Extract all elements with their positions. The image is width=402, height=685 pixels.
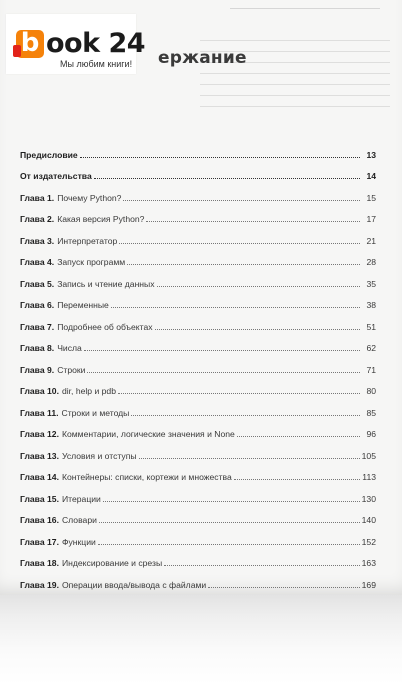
toc-title: Функции [61,536,96,547]
toc-page-number: 21 [366,235,376,246]
toc-chapter-label: Глава 8. [20,343,55,353]
toc-entry [20,439,376,461]
toc-page-number: 113 [362,472,376,482]
toc-chapter-label: Глава 4. [20,257,55,267]
toc-title: Подробнее об объектах [57,321,153,332]
toc-chapter-label: Глава 1. [20,192,55,203]
toc-page-number: 51 [366,321,376,332]
toc-entry [20,203,376,225]
toc-chapter-label: Глава 5. [20,278,55,289]
toc-dot-leader [164,565,360,566]
toc-title: Индексирование и срезы [61,558,163,568]
running-head-rule [230,8,380,9]
toc-title: От издательства [20,171,92,181]
toc-title: dir, help и pdb [61,386,116,396]
toc-chapter-label: Глава 15. [20,493,59,504]
toc-entry [20,525,376,547]
toc-page-number: 85 [366,407,376,418]
toc-title: Запуск программ [57,257,126,267]
toc-page-number: 169 [361,579,376,590]
page-edge-shadow [0,595,402,685]
toc-dot-leader [237,436,360,437]
toc-page-number: 38 [366,300,376,310]
toc-chapter-label: Глава 14. [20,472,59,482]
toc-dot-leader [80,157,360,158]
toc-page-number: 130 [361,493,376,504]
toc-chapter-label: Глава 12. [20,429,59,439]
logo-tagline: Мы любим книги! [60,59,133,69]
toc-page-number: 105 [361,450,376,461]
toc-chapter-label: Глава 17. [20,536,59,547]
toc-entry [20,246,376,268]
toc-entry [20,461,376,483]
book24-logo [6,14,146,74]
toc-title: Словари [61,515,97,525]
toc-page-number: 163 [361,558,376,568]
logo-wordmark: ook 24 [46,28,146,59]
toc-chapter-label: Глава 19. [20,579,59,590]
toc-dot-leader [123,200,360,201]
toc-page-number: 14 [366,171,376,181]
toc-title: Какая версия Python? [57,214,145,224]
toc-chapter-label: Глава 11. [20,407,59,418]
toc-dot-leader [111,307,360,308]
toc-dot-leader [146,221,360,222]
toc-dot-leader [99,522,360,523]
toc-dot-leader [139,458,360,459]
toc-dot-leader [131,415,360,416]
toc-dot-leader [155,329,360,330]
toc-dot-leader [119,243,360,244]
toc-page-number: 152 [361,536,376,547]
toc-entry [20,332,376,354]
toc-entry [20,568,376,590]
toc-dot-leader [98,544,360,545]
toc-entry [20,375,376,397]
toc-title: Условия и отступы [61,450,137,461]
toc-chapter-label: Глава 9. [20,364,55,375]
toc-chapter-label: Глава 10. [20,386,59,396]
toc-dot-leader [127,264,360,265]
page-title: ержание [158,48,247,68]
toc-page-number: 15 [366,192,376,203]
toc-dot-leader [84,350,360,351]
toc-title: Комментарии, логические значения и None [61,429,235,439]
toc-page-number: 17 [366,214,376,224]
toc-entry [20,289,376,311]
toc-entry [20,181,376,203]
table-of-contents [20,138,376,590]
toc-dot-leader [94,178,360,179]
toc-entry [20,353,376,375]
toc-page-number: 96 [366,429,376,439]
toc-entry [20,482,376,504]
toc-chapter-label: Глава 2. [20,214,55,224]
toc-entry [20,267,376,289]
toc-page-number: 71 [366,364,376,375]
toc-title: Переменные [57,300,109,310]
toc-title: Строки [57,364,86,375]
toc-title: Контейнеры: списки, кортежи и множества [61,472,232,482]
toc-title: Предисловие [20,149,78,160]
toc-title: Числа [57,343,82,353]
toc-chapter-label: Глава 6. [20,300,55,310]
toc-page-number: 80 [366,386,376,396]
toc-page-number: 140 [361,515,376,525]
toc-title: Запись и чтение данных [57,278,155,289]
toc-page-number: 13 [366,149,376,160]
toc-dot-leader [87,372,360,373]
toc-entry [20,310,376,332]
toc-chapter-label: Глава 3. [20,235,55,246]
logo-b-mark: b [16,30,44,58]
toc-page-number: 62 [366,343,376,353]
toc-chapter-label: Глава 7. [20,321,55,332]
toc-title: Почему Python? [57,192,122,203]
toc-entry [20,138,376,160]
toc-dot-leader [118,393,360,394]
toc-page-number: 28 [366,257,376,267]
toc-entry [20,396,376,418]
toc-dot-leader [208,587,359,588]
toc-dot-leader [157,286,360,287]
toc-title: Строки и методы [61,407,130,418]
toc-chapter-label: Глава 18. [20,558,59,568]
toc-entry [20,160,376,182]
toc-entry [20,547,376,569]
toc-title: Интерпретатор [57,235,118,246]
toc-entry [20,418,376,440]
toc-dot-leader [234,479,360,480]
toc-entry [20,224,376,246]
toc-entry [20,504,376,526]
toc-chapter-label: Глава 16. [20,515,59,525]
toc-title: Итерации [61,493,101,504]
toc-dot-leader [103,501,360,502]
toc-title: Операции ввода/вывода с файлами [61,579,207,590]
toc-chapter-label: Глава 13. [20,450,59,461]
toc-page-number: 35 [366,278,376,289]
